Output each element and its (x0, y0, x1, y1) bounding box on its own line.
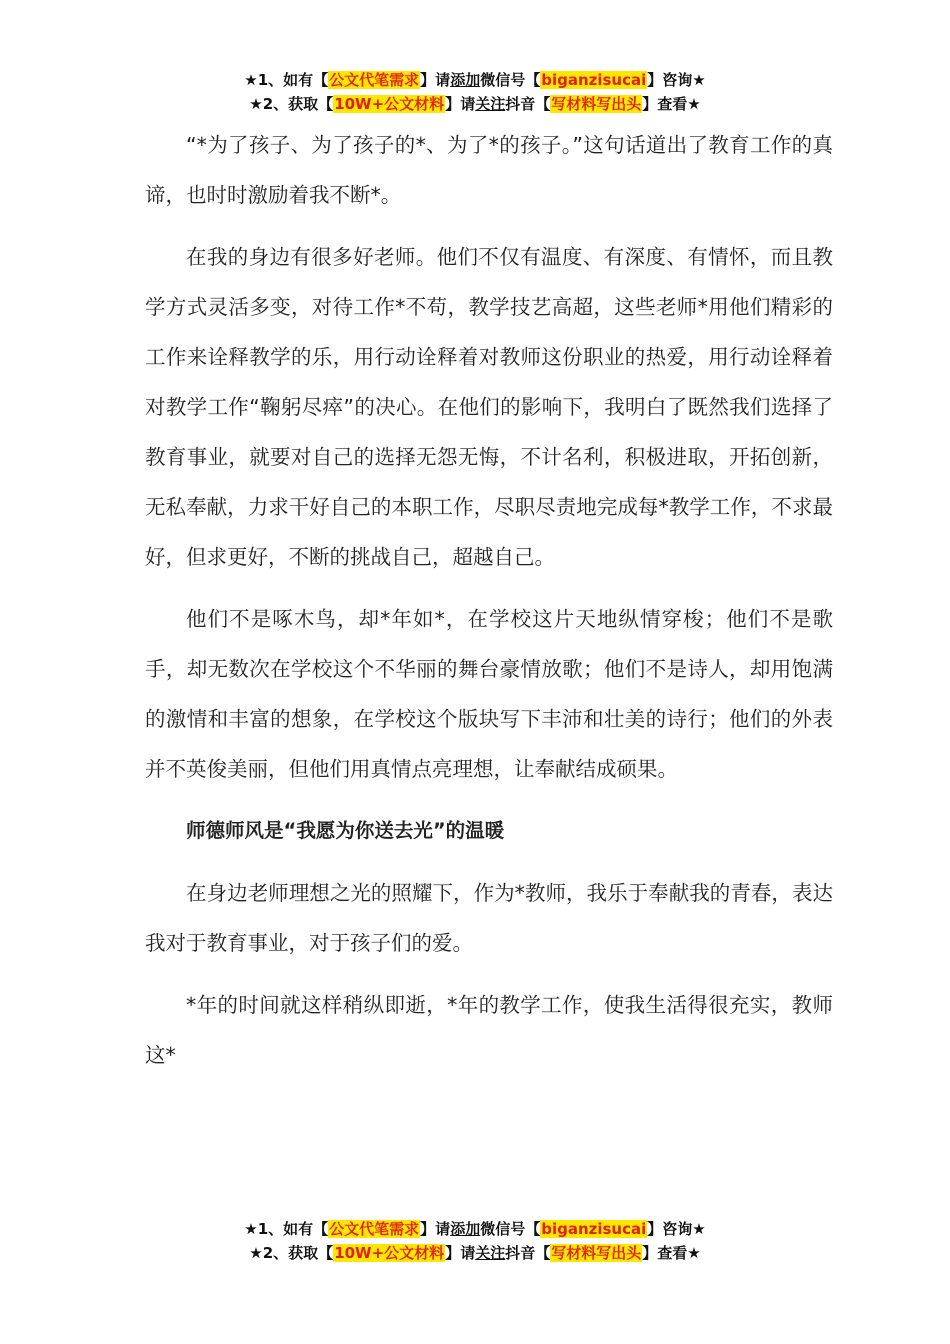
section-heading: 师德师风是“我愿为你送去光”的温暖 (186, 819, 505, 842)
document-body (145, 120, 833, 1092)
paragraph: 他们不是啄木鸟，却*年如*，在学校这片天地纵情穿梭；他们不是歌手，却无数次在学校这个不华丽的舞台豪情放歌；他们不是诗人，却用饱满的激情和丰富的想象，在学校这个版块写下丰沛和壮美的诗行；他们的外表并不英俊美丽，但他们用真情点亮理想，让奉献结成硕果。 (145, 607, 833, 781)
banner-highlight: 公文代笔需求 (329, 71, 420, 89)
banner-highlight: 10W+公文材料 (334, 95, 445, 113)
banner-highlight: 写材料写出头 (551, 95, 642, 113)
top-banner (0, 68, 950, 116)
banner-line-2: ★2、获取【10W+公文材料】请关注抖音【写材料写出头】查看★ (249, 95, 701, 113)
banner-highlight: biganzisucai (541, 71, 647, 89)
paragraph: 在我的身边有很多好老师。他们不仅有温度、有深度、有情怀，而且教学方式灵活多变，对待工作*不苟，教学技艺高超，这些老师*用他们精彩的工作来诠释教学的乐，用行动诠释着对教师这份职业的热爱，用行动诠释着对教学工作“鞠躬尽瘁”的决心。在他们的影响下，我明白了既然我们选择了教育事业，就要对自己的选择无怨无悔，不计名利，积极进取，开拓创新，无私奉献，力求干好自己的本职工作，尽职尽责地完成每*教学工作，不求最好，但求更好，不断的挑战自己，超越自己。 (145, 245, 833, 569)
banner-highlight: 10W+公文材料 (334, 1244, 445, 1262)
banner-emphasis: 添加 (450, 71, 481, 89)
banner-emphasis: 添加 (450, 1220, 481, 1238)
banner-emphasis: 关注 (475, 1244, 506, 1262)
paragraph: *年的时间就这样稍纵即逝，*年的教学工作，使我生活得很充实，教师这* (145, 993, 833, 1067)
banner-line-1: ★1、如有【公文代笔需求】请添加微信号【biganzisucai】咨询★ (244, 71, 706, 89)
banner-highlight: 公文代笔需求 (329, 1220, 420, 1238)
banner-line-1: ★1、如有【公文代笔需求】请添加微信号【biganzisucai】咨询★ (244, 1220, 706, 1238)
paragraph: “*为了孩子、为了孩子的*、为了*的孩子。”这句话道出了教育工作的真谛，也时时激励着我不断*。 (145, 133, 833, 207)
paragraph: 在身边老师理想之光的照耀下，作为*教师，我乐于奉献我的青春，表达我对于教育事业，对于孩子们的爱。 (145, 881, 833, 955)
banner-highlight: 写材料写出头 (551, 1244, 642, 1262)
banner-emphasis: 关注 (475, 95, 506, 113)
bottom-banner (0, 1217, 950, 1265)
banner-highlight: biganzisucai (541, 1220, 647, 1238)
banner-line-2: ★2、获取【10W+公文材料】请关注抖音【写材料写出头】查看★ (249, 1244, 701, 1262)
